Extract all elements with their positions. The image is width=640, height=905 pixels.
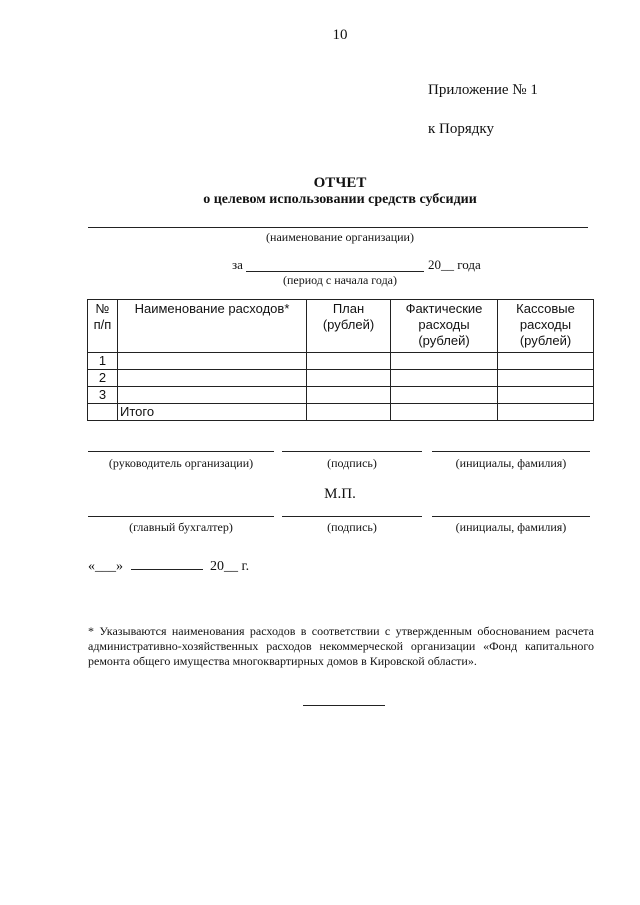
head-initials-caption: (инициалы, фамилия) bbox=[455, 456, 567, 470]
accountant-sign-caption: (подпись) bbox=[327, 520, 377, 534]
table-header-row bbox=[88, 300, 594, 353]
row-cash bbox=[498, 404, 594, 421]
row-expense-name bbox=[118, 387, 307, 404]
expenses-table bbox=[87, 299, 594, 421]
page-number: 10 bbox=[332, 27, 348, 43]
row-actual bbox=[391, 404, 498, 421]
header-cash: Кассовые расходы (рублей) bbox=[498, 300, 594, 353]
row-actual bbox=[391, 387, 498, 404]
organization-name-line bbox=[88, 227, 588, 228]
row-expense-name bbox=[118, 370, 307, 387]
header-number: № п/п bbox=[88, 300, 118, 353]
head-sign-caption: (подпись) bbox=[327, 456, 377, 470]
header-plan: План (рублей) bbox=[307, 300, 391, 353]
row-expense-name bbox=[118, 353, 307, 370]
row-cash bbox=[498, 353, 594, 370]
accountant-signature-line bbox=[88, 516, 274, 517]
period-year: 20__ года bbox=[428, 257, 481, 272]
row-plan bbox=[307, 404, 391, 421]
appendix-label: Приложение № 1 bbox=[428, 82, 538, 98]
end-divider bbox=[303, 705, 385, 706]
period-prefix: за bbox=[232, 257, 243, 272]
accountant-caption: (главный бухгалтер) bbox=[129, 520, 233, 534]
head-signature-line bbox=[88, 451, 274, 452]
row-cash bbox=[498, 387, 594, 404]
date-field bbox=[88, 559, 249, 575]
footnote: * Указываются наименования расходов в соответствии с утвержденным обоснованием расчета административно-хозяйственных расходов некоммерческой организации «Фонд капитального ремонта общего имущества многоквартирных домов в Кировской области». bbox=[88, 624, 594, 668]
date-month-line bbox=[131, 568, 203, 570]
accountant-initials-caption: (инициалы, фамилия) bbox=[455, 520, 567, 534]
row-number: 2 bbox=[88, 370, 118, 387]
table-row bbox=[88, 353, 594, 370]
date-year: 20__ г. bbox=[210, 559, 250, 574]
head-sign-line bbox=[282, 451, 422, 452]
accountant-sign-line bbox=[282, 516, 422, 517]
row-plan bbox=[307, 370, 391, 387]
table-row bbox=[88, 387, 594, 404]
row-actual bbox=[391, 370, 498, 387]
accountant-initials-line bbox=[432, 516, 590, 517]
row-cash bbox=[498, 370, 594, 387]
organization-caption: (наименование организации) bbox=[266, 230, 414, 244]
row-number: 1 bbox=[88, 353, 118, 370]
row-number: 3 bbox=[88, 387, 118, 404]
head-caption: (руководитель организации) bbox=[108, 456, 254, 470]
order-reference: к Порядку bbox=[428, 121, 494, 137]
row-number bbox=[88, 404, 118, 421]
header-actual: Фактические расходы (рублей) bbox=[391, 300, 498, 353]
table-row-total bbox=[88, 404, 594, 421]
row-plan bbox=[307, 353, 391, 370]
table-row bbox=[88, 370, 594, 387]
date-day: «___» bbox=[88, 559, 123, 574]
header-expense-name: Наименование расходов* bbox=[118, 300, 307, 353]
row-total-label: Итого bbox=[118, 404, 307, 421]
stamp-placeholder: М.П. bbox=[324, 486, 356, 502]
head-initials-line bbox=[432, 451, 590, 452]
document-title: ОТЧЕТ bbox=[313, 175, 367, 191]
period-line bbox=[246, 271, 424, 272]
row-actual bbox=[391, 353, 498, 370]
document-subtitle: о целевом использовании средств субсидии bbox=[203, 192, 477, 207]
period-caption: (период с начала года) bbox=[282, 273, 397, 287]
row-plan bbox=[307, 387, 391, 404]
